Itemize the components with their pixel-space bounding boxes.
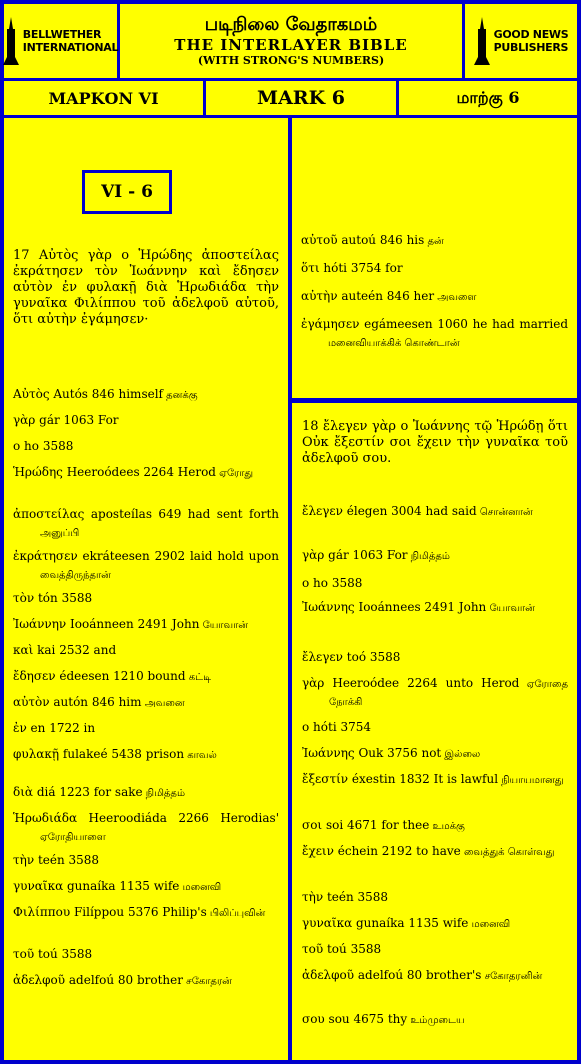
word-entry xyxy=(301,288,568,306)
word-entry xyxy=(302,817,568,835)
transliteration-gloss: adelfoú 80 brother xyxy=(65,973,183,987)
tamil-gloss: தனக்கு xyxy=(162,390,198,401)
tamil-gloss: யோவான் xyxy=(486,603,535,614)
tamil-gloss: நிமித்தம் xyxy=(142,788,185,799)
transliteration-gloss: ekráteesen 2902 laid hold upon xyxy=(77,549,279,563)
greek-word: ἐγάμησεν xyxy=(301,317,360,331)
word-entry xyxy=(301,316,568,352)
tamil-gloss: உமக்கு xyxy=(429,821,465,832)
word-entry xyxy=(301,232,568,250)
word-entry xyxy=(302,599,568,617)
word-entry xyxy=(302,675,568,711)
title-english: THE INTERLAYER BIBLE xyxy=(174,36,408,54)
transliteration-gloss: aposteílas 649 had sent forth xyxy=(84,507,279,521)
chapter-label: VI - 6 xyxy=(82,170,172,214)
word-entry xyxy=(302,745,568,763)
tamil-gloss: நியாயமானது xyxy=(498,775,564,786)
word-entry xyxy=(13,746,279,764)
greek-word: Ἡρώδης xyxy=(13,465,63,479)
transliteration-gloss: ho 3588 xyxy=(309,576,363,590)
word-entry xyxy=(302,843,568,861)
transliteration-gloss: éxestin 1832 It is lawful xyxy=(348,772,499,786)
book-english: MARK 6 xyxy=(257,87,345,109)
transliteration-gloss: teén 3588 xyxy=(323,890,389,904)
word-entry xyxy=(13,590,279,606)
word-entry xyxy=(302,967,568,985)
transliteration-gloss: toú 3588 xyxy=(34,947,93,961)
bellwether-tower-icon xyxy=(3,17,19,65)
word-entry xyxy=(13,386,279,404)
word-entry xyxy=(13,810,279,846)
book-english-cell xyxy=(206,81,396,115)
greek-word: ὅτι xyxy=(301,261,320,275)
greek-word: ο xyxy=(302,720,310,734)
title-subtitle: (WITH STRONG'S NUMBERS) xyxy=(197,54,385,67)
transliteration-gloss: Iooánnees 2491 John xyxy=(354,600,487,614)
good-news-logo xyxy=(465,4,577,78)
tamil-gloss: வைத்திருந்தான் xyxy=(40,570,111,581)
tamil-gloss: நிமித்தம் xyxy=(407,551,450,562)
book-greek: ΜΑΡΚΟΝ VI xyxy=(48,88,159,108)
transliteration-gloss: diá 1223 for sake xyxy=(33,785,143,799)
book-tamil-cell xyxy=(399,81,577,115)
greek-word: τοῦ xyxy=(302,942,324,956)
word-entry xyxy=(13,878,279,896)
greek-word: ἀδελφοῦ xyxy=(302,968,355,982)
transliteration-gloss: édeesen 1210 bound xyxy=(55,669,186,683)
greek-word: αὐτὴν xyxy=(301,289,338,303)
transliteration-gloss: Heeroódee 2264 unto Herod xyxy=(324,676,520,690)
word-entry xyxy=(13,946,279,962)
tamil-gloss: சகோதரன் xyxy=(183,976,232,987)
logo-right-line2: PUBLISHERS xyxy=(493,41,569,54)
transliteration-gloss: sou 4675 thy xyxy=(324,1012,408,1026)
tamil-gloss: ஏரோதை நோக்கி xyxy=(329,679,568,708)
word-entry xyxy=(13,506,279,542)
greek-word: ἔλεγεν xyxy=(302,504,343,518)
transliteration-gloss: egámeesen 1060 he had married xyxy=(359,317,568,331)
right-bottom-column xyxy=(292,403,577,1060)
greek-word: σου xyxy=(302,1012,325,1026)
greek-word: ἐν xyxy=(13,721,27,735)
greek-word: ἔλεγεν xyxy=(302,650,343,664)
greek-word: ἐκράτησεν xyxy=(13,549,78,563)
transliteration-gloss: Filíppou 5376 Philip's xyxy=(70,905,207,919)
transliteration-gloss: gunaíka 1135 wife xyxy=(352,916,469,930)
greek-word: ἔδησεν xyxy=(13,669,56,683)
tamil-gloss: அனுப்பி xyxy=(40,528,80,539)
transliteration-gloss: gunaíka 1135 wife xyxy=(63,879,180,893)
word-entry xyxy=(13,438,279,454)
greek-word: φυλακῇ xyxy=(13,747,60,761)
greek-word: γὰρ xyxy=(302,676,325,690)
transliteration-gloss: kai 2532 and xyxy=(33,643,117,657)
transliteration-gloss: autoú 846 his xyxy=(337,233,425,247)
transliteration-gloss: teén 3588 xyxy=(34,853,100,867)
transliteration-gloss: hóti 3754 for xyxy=(319,261,403,275)
greek-word: τὴν xyxy=(302,890,324,904)
title-tamil: படிநிலை வேதாகமம் xyxy=(204,14,378,35)
transliteration-gloss: Ouk 3756 not xyxy=(354,746,442,760)
word-entry xyxy=(13,720,279,736)
logo-right-line1: GOOD NEWS xyxy=(493,28,569,41)
word-entry xyxy=(13,784,279,802)
transliteration-gloss: gár 1063 For xyxy=(35,413,119,427)
word-entry xyxy=(13,694,279,712)
tamil-gloss: காவல் xyxy=(184,750,217,761)
word-entry xyxy=(302,503,568,521)
greek-word: διὰ xyxy=(13,785,34,799)
tamil-gloss: மனைவி xyxy=(179,882,222,893)
word-entry xyxy=(13,412,279,428)
greek-word: Φιλίππου xyxy=(13,905,71,919)
tamil-gloss: மனைவி xyxy=(468,919,511,930)
word-entry xyxy=(13,852,279,868)
transliteration-gloss: toó 3588 xyxy=(342,650,401,664)
tamil-gloss: ஏரோது xyxy=(215,468,254,479)
greek-word: γυναῖκα xyxy=(302,916,353,930)
transliteration-gloss: ho 3588 xyxy=(20,439,74,453)
greek-word: ἔξεστίν xyxy=(302,772,349,786)
transliteration-gloss: en 1722 in xyxy=(26,721,96,735)
greek-word: ἔχειν xyxy=(302,844,334,858)
transliteration-gloss: élegen 3004 had said xyxy=(342,504,477,518)
tamil-gloss: ஏரோதியாளை xyxy=(40,832,106,843)
transliteration-gloss: gár 1063 For xyxy=(324,548,408,562)
word-entry xyxy=(13,548,279,584)
word-entry xyxy=(301,260,568,276)
book-tamil: மாற்கு 6 xyxy=(456,87,520,107)
word-entry xyxy=(13,642,279,658)
tamil-gloss: யோவான் xyxy=(199,620,249,631)
transliteration-gloss: autón 846 him xyxy=(49,695,142,709)
greek-word: γὰρ xyxy=(13,413,36,427)
verse-18-text: 18 ἔλεγεν γὰρ ο Ἰωάννης τῷ Ἡρώδῃ ὅτι Οὐκ ἔξεστίν σοι ἔχειν τὴν γυναῖκα τοῦ ἀδελφοῦ σου. xyxy=(302,419,568,466)
transliteration-gloss: toú 3588 xyxy=(323,942,382,956)
word-entry xyxy=(13,616,279,634)
transliteration-gloss: hóti 3754 xyxy=(309,720,372,734)
greek-word: Ἡρωδιάδα xyxy=(13,811,78,825)
greek-word: τὴν xyxy=(13,853,35,867)
tamil-gloss: கட்டி xyxy=(185,672,212,683)
book-greek-cell xyxy=(4,81,203,115)
tamil-gloss: சொன்னான் xyxy=(476,507,533,518)
word-entry xyxy=(13,904,279,922)
transliteration-gloss: auteén 846 her xyxy=(337,289,435,303)
transliteration-gloss: soi 4671 for thee xyxy=(322,818,430,832)
transliteration-gloss: fulakeé 5438 prison xyxy=(59,747,185,761)
tamil-gloss: மனைவியாக்கிக் கொண்டான் xyxy=(328,338,460,349)
word-entry xyxy=(302,547,568,565)
word-entry xyxy=(13,464,279,482)
transliteration-gloss: échein 2192 to have xyxy=(333,844,461,858)
greek-word: ἀποστείλας xyxy=(13,507,85,521)
greek-word: τὸν xyxy=(13,591,35,605)
good-news-tower-icon xyxy=(474,17,490,65)
greek-word: γυναῖκα xyxy=(13,879,64,893)
tamil-gloss: வைத்துக் கொள்வது xyxy=(460,847,555,858)
left-column xyxy=(4,118,288,1060)
greek-word: Ἰωάννης xyxy=(302,600,355,614)
word-entry xyxy=(302,941,568,957)
bellwether-logo xyxy=(4,4,117,78)
word-entry xyxy=(302,915,568,933)
transliteration-gloss: adelfoú 80 brother's xyxy=(354,968,482,982)
tamil-gloss: தன் xyxy=(424,236,444,247)
right-top-column xyxy=(292,118,577,398)
verse-17-text: 17 Αὐτὸς γὰρ ο Ἡρώδης ἀποστείλας ἐκράτησεν τὸν Ἰωάννην καὶ ἔδησεν αὐτὸν ἐν φυλακῇ διὰ Ἡρωδιάδα τὴν γυναῖκα Φιλίππου τοῦ ἀδελφοῦ αὐτοῦ, ὅτι αὐτὴν ἐγάμησεν· xyxy=(13,248,279,327)
tamil-gloss: பிலிப்புவின் xyxy=(206,908,266,919)
word-entry xyxy=(302,1011,568,1029)
greek-word: Ἰωάννης xyxy=(302,746,355,760)
word-entry xyxy=(302,889,568,905)
transliteration-gloss: Autós 846 himself xyxy=(49,387,163,401)
greek-word: αὐτὸν xyxy=(13,695,50,709)
word-entry xyxy=(302,719,568,735)
greek-word: Ἰωάννην xyxy=(13,617,67,631)
title-block xyxy=(120,4,462,78)
greek-word: ἀδελφοῦ xyxy=(13,973,66,987)
transliteration-gloss: Iooánneen 2491 John xyxy=(66,617,200,631)
word-entry xyxy=(13,972,279,990)
logo-left-line1: BELLWETHER xyxy=(22,28,102,41)
greek-word: σοι xyxy=(302,818,323,832)
word-entry xyxy=(302,649,568,665)
word-entry xyxy=(302,575,568,591)
tamil-gloss: இல்லை xyxy=(441,749,481,760)
greek-word: Αὐτὸς xyxy=(13,387,50,401)
tamil-gloss: அவனை xyxy=(141,698,185,709)
greek-word: ο xyxy=(302,576,310,590)
transliteration-gloss: Heeroódees 2264 Herod xyxy=(62,465,216,479)
transliteration-gloss: tón 3588 xyxy=(34,591,93,605)
greek-word: ο xyxy=(13,439,21,453)
tamil-gloss: அவளை xyxy=(434,292,477,303)
tamil-gloss: உம்முடைய xyxy=(407,1015,465,1026)
transliteration-gloss: Heeroodiáda 2266 Herodias' xyxy=(77,811,279,825)
greek-word: καὶ xyxy=(13,643,34,657)
word-entry xyxy=(302,771,568,789)
greek-word: τοῦ xyxy=(13,947,35,961)
logo-left-line2: INTERNATIONAL xyxy=(22,41,119,54)
tamil-gloss: சகோதரனின் xyxy=(481,971,543,982)
word-entry xyxy=(13,668,279,686)
greek-word: αὐτοῦ xyxy=(301,233,338,247)
greek-word: γὰρ xyxy=(302,548,325,562)
